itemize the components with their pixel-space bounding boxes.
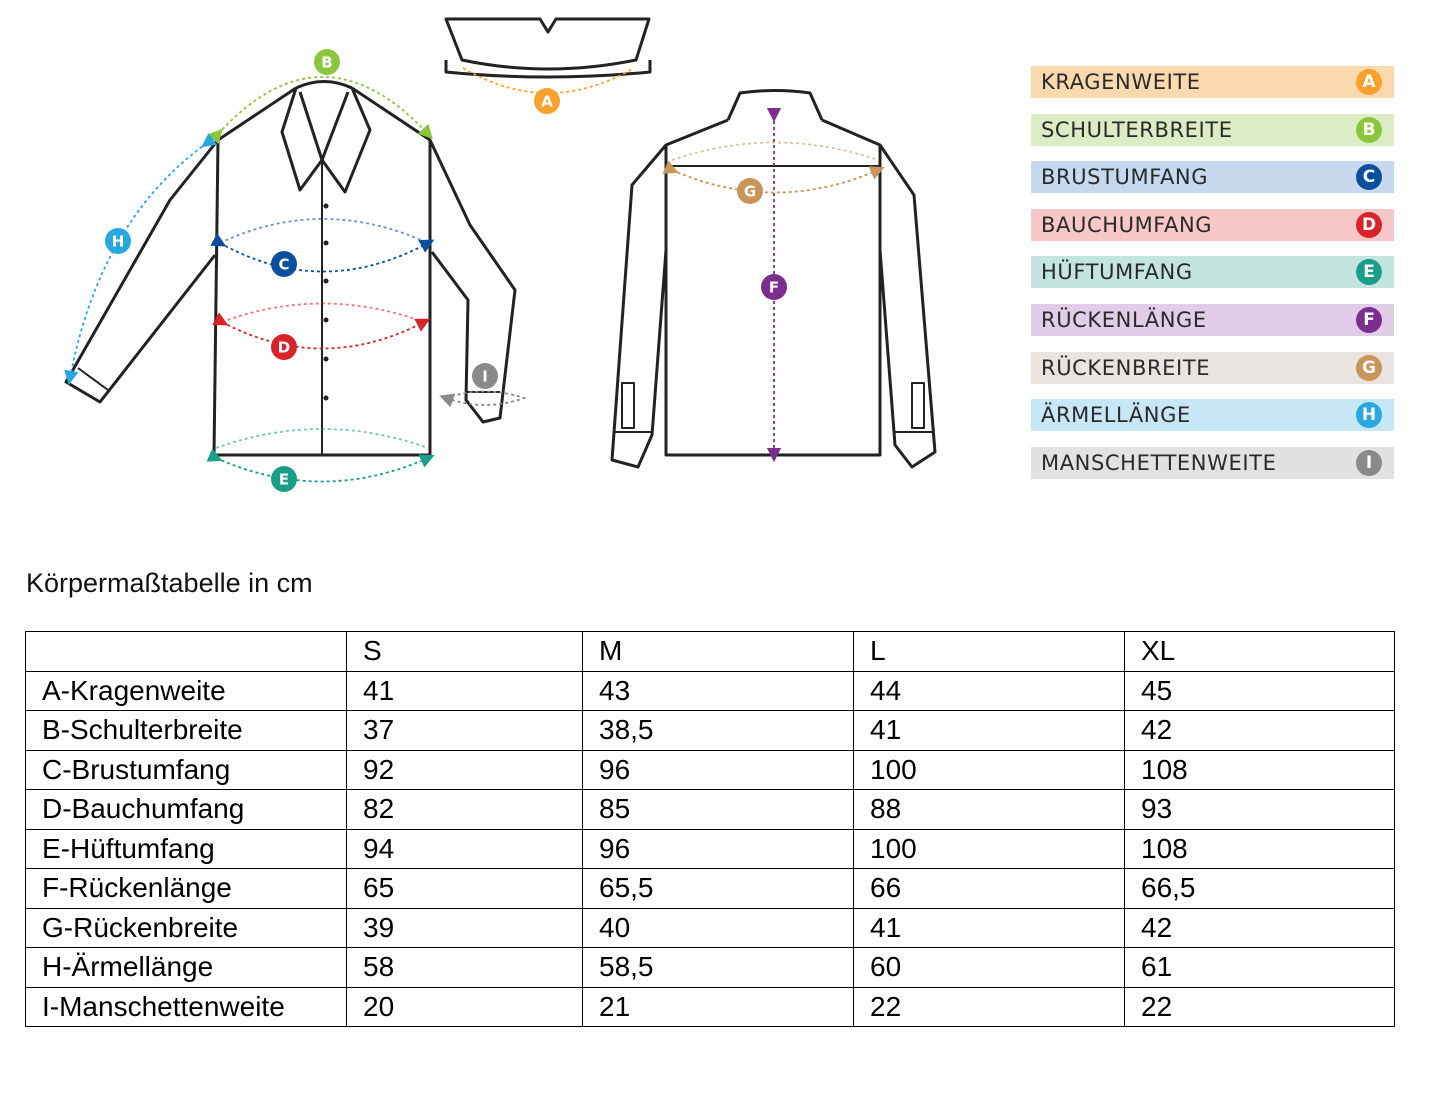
hip-line	[216, 458, 428, 482]
diagram-badge-g	[737, 178, 763, 204]
legend-label: RÜCKENBREITE	[1041, 355, 1211, 380]
legend-label: MANSCHETTENWEITE	[1041, 450, 1277, 475]
diagram-badge-b	[314, 49, 340, 75]
chest-back-line	[220, 219, 428, 243]
table-cell: 93	[1125, 790, 1395, 830]
back-width-top-line	[672, 143, 878, 161]
table-cell: 38,5	[583, 711, 854, 751]
legend-row-b	[1031, 114, 1394, 146]
legend-row-f	[1031, 304, 1394, 336]
legend-badge: B	[1356, 117, 1382, 143]
table-cell: 41	[854, 711, 1125, 751]
table-row	[26, 869, 1395, 909]
legend-row-e	[1031, 256, 1394, 288]
table-cell: 85	[583, 790, 854, 830]
legend-badge: C	[1356, 164, 1382, 190]
svg-text:E: E	[278, 470, 290, 489]
legend-badge: H	[1356, 402, 1382, 428]
diagram-badge-a	[534, 88, 560, 114]
back-width-line	[672, 170, 878, 193]
table-cell: 42	[1125, 711, 1395, 751]
collar-piece-outline	[446, 19, 650, 77]
row-label-cell: G-Rückenbreite	[26, 908, 347, 948]
table-cell: 100	[854, 750, 1125, 790]
table-cell: 21	[583, 987, 854, 1027]
table-cell: 65,5	[583, 869, 854, 909]
header-cell: XL	[1125, 632, 1395, 672]
legend-badge: F	[1356, 307, 1382, 333]
table-row	[26, 948, 1395, 988]
legend-row-a	[1031, 66, 1394, 98]
table-row	[26, 987, 1395, 1027]
svg-text:C: C	[278, 255, 290, 274]
legend-label: SCHULTERBREITE	[1041, 117, 1233, 142]
table-cell: 58,5	[583, 948, 854, 988]
table-cell: 43	[583, 671, 854, 711]
row-label-cell: F-Rückenlänge	[26, 869, 347, 909]
size-table	[25, 631, 1395, 1027]
table-cell: 100	[854, 829, 1125, 869]
table-row	[26, 790, 1395, 830]
header-cell: L	[854, 632, 1125, 672]
table-cell: 108	[1125, 829, 1395, 869]
table-cell: 92	[347, 750, 583, 790]
legend-label: HÜFTUMFANG	[1041, 260, 1193, 285]
diagram-badge-i	[472, 363, 498, 389]
table-cell: 20	[347, 987, 583, 1027]
table-cell: 41	[854, 908, 1125, 948]
row-label-cell: B-Schulterbreite	[26, 711, 347, 751]
legend-label: KRAGENWEITE	[1041, 70, 1201, 94]
row-label-cell: E-Hüftumfang	[26, 829, 347, 869]
shoulder-width-line	[218, 77, 428, 134]
legend-row-d	[1031, 209, 1394, 241]
diagram-badge-d	[271, 334, 297, 360]
cuff-width-line	[446, 392, 524, 406]
measurement-legend	[1031, 66, 1394, 494]
table-row	[26, 908, 1395, 948]
svg-text:D: D	[277, 338, 291, 357]
table-caption: Körpermaßtabelle in cm	[26, 568, 313, 598]
diagram-badge-f	[761, 274, 787, 300]
table-row	[26, 671, 1395, 711]
table-cell: 66	[854, 869, 1125, 909]
svg-text:B: B	[321, 53, 333, 72]
legend-label: BAUCHUMFANG	[1041, 212, 1213, 237]
svg-text:F: F	[768, 278, 780, 297]
measurement-lines	[70, 68, 878, 482]
legend-badge: G	[1356, 355, 1382, 381]
header-cell	[26, 632, 347, 672]
table-cell: 96	[583, 829, 854, 869]
table-cell: 82	[347, 790, 583, 830]
svg-text:A: A	[541, 92, 553, 111]
front-buttons	[324, 204, 329, 401]
legend-badge: A	[1356, 69, 1382, 95]
row-label-cell: I-Manschettenweite	[26, 987, 347, 1027]
legend-badge: E	[1356, 259, 1382, 285]
table-cell: 61	[1125, 948, 1395, 988]
svg-text:H: H	[111, 232, 125, 251]
table-cell: 44	[854, 671, 1125, 711]
table-cell: 22	[854, 987, 1125, 1027]
table-cell: 88	[854, 790, 1125, 830]
table-cell: 108	[1125, 750, 1395, 790]
table-cell: 45	[1125, 671, 1395, 711]
table-row	[26, 750, 1395, 790]
diagram-badge-h	[105, 228, 131, 254]
table-cell: 40	[583, 908, 854, 948]
svg-text:I: I	[482, 367, 488, 386]
legend-label: BRUSTUMFANG	[1041, 165, 1209, 190]
legend-label: RÜCKENLÄNGE	[1041, 307, 1207, 332]
legend-badge: I	[1356, 450, 1382, 476]
table-header-row	[26, 632, 1395, 672]
legend-row-g	[1031, 352, 1394, 384]
legend-row-i	[1031, 447, 1394, 479]
row-label-cell: C-Brustumfang	[26, 750, 347, 790]
table-cell: 22	[1125, 987, 1395, 1027]
table-cell: 65	[347, 869, 583, 909]
svg-text:G: G	[743, 182, 757, 201]
legend-row-c	[1031, 161, 1394, 193]
table-cell: 37	[347, 711, 583, 751]
row-label-cell: D-Bauchumfang	[26, 790, 347, 830]
row-label-cell: H-Ärmellänge	[26, 948, 347, 988]
table-row	[26, 711, 1395, 751]
header-cell: S	[347, 632, 583, 672]
table-cell: 94	[347, 829, 583, 869]
table-cell: 96	[583, 750, 854, 790]
diagram-badge-e	[271, 466, 297, 492]
diagram-badge-c	[271, 251, 297, 277]
row-label-cell: A-Kragenweite	[26, 671, 347, 711]
table-cell: 66,5	[1125, 869, 1395, 909]
table-cell: 39	[347, 908, 583, 948]
legend-badge: D	[1356, 212, 1382, 238]
table-cell: 42	[1125, 908, 1395, 948]
chest-line	[220, 243, 428, 272]
table-cell: 41	[347, 671, 583, 711]
header-cell: M	[583, 632, 854, 672]
legend-row-h	[1031, 399, 1394, 431]
table-row	[26, 829, 1395, 869]
table-cell: 60	[854, 948, 1125, 988]
table-cell: 58	[347, 948, 583, 988]
legend-label: ÄRMELLÄNGE	[1041, 403, 1191, 428]
